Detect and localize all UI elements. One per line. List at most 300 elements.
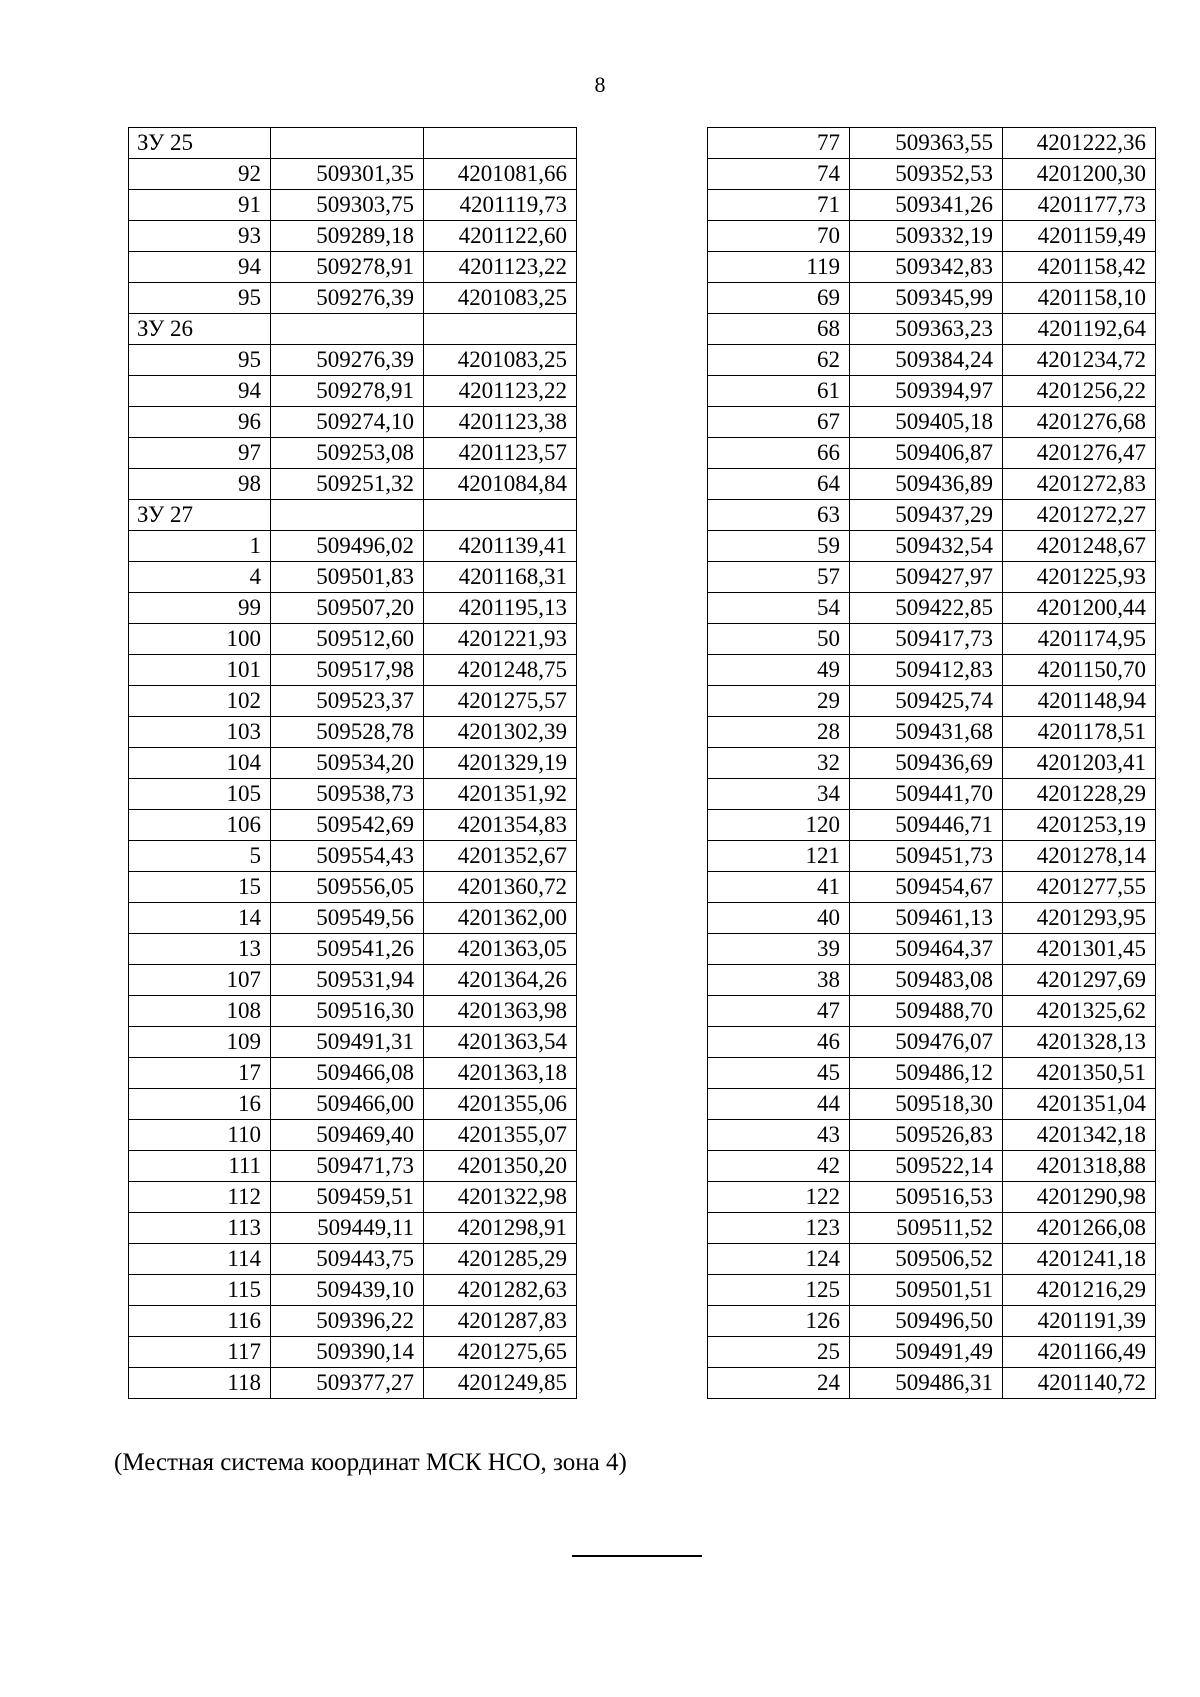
x-coordinate-cell: 509496,50 xyxy=(850,1306,1003,1337)
y-coordinate-cell: 4201364,26 xyxy=(424,965,577,996)
point-number-cell: 66 xyxy=(708,438,850,469)
y-coordinate-cell: 4201277,55 xyxy=(1003,872,1156,903)
parcel-label-cell: ЗУ 26 xyxy=(129,314,271,345)
y-coordinate-cell: 4201276,68 xyxy=(1003,407,1156,438)
point-number-cell: 63 xyxy=(708,500,850,531)
point-number-cell: 16 xyxy=(129,1089,271,1120)
x-coordinate-cell: 509454,67 xyxy=(850,872,1003,903)
table-row xyxy=(129,1151,577,1182)
y-coordinate-cell: 4201123,38 xyxy=(424,407,577,438)
table-row xyxy=(708,1058,1156,1089)
x-coordinate-cell: 509528,78 xyxy=(271,717,424,748)
y-coordinate-cell: 4201081,66 xyxy=(424,159,577,190)
coordinates-table-left xyxy=(128,127,577,1399)
x-coordinate-cell: 509396,22 xyxy=(271,1306,424,1337)
x-coordinate-cell: 509431,68 xyxy=(850,717,1003,748)
table-row xyxy=(129,593,577,624)
x-coordinate-cell xyxy=(271,500,424,531)
point-number-cell: 74 xyxy=(708,159,850,190)
table-row xyxy=(708,593,1156,624)
table-row xyxy=(129,872,577,903)
y-coordinate-cell: 4201302,39 xyxy=(424,717,577,748)
table-row xyxy=(129,1182,577,1213)
table-row xyxy=(129,624,577,655)
table-row xyxy=(129,1244,577,1275)
point-number-cell: 110 xyxy=(129,1120,271,1151)
point-number-cell: 101 xyxy=(129,655,271,686)
table-row xyxy=(708,1337,1156,1368)
x-coordinate-cell xyxy=(271,314,424,345)
x-coordinate-cell: 509491,31 xyxy=(271,1027,424,1058)
x-coordinate-cell: 509531,94 xyxy=(271,965,424,996)
table-row xyxy=(708,345,1156,376)
y-coordinate-cell: 4201123,22 xyxy=(424,376,577,407)
y-coordinate-cell: 4201276,47 xyxy=(1003,438,1156,469)
x-coordinate-cell: 509469,40 xyxy=(271,1120,424,1151)
x-coordinate-cell: 509476,07 xyxy=(850,1027,1003,1058)
x-coordinate-cell: 509301,35 xyxy=(271,159,424,190)
y-coordinate-cell: 4201363,05 xyxy=(424,934,577,965)
point-number-cell: 120 xyxy=(708,810,850,841)
x-coordinate-cell: 509556,05 xyxy=(271,872,424,903)
table-row xyxy=(708,1275,1156,1306)
y-coordinate-cell: 4201150,70 xyxy=(1003,655,1156,686)
y-coordinate-cell: 4201363,54 xyxy=(424,1027,577,1058)
point-number-cell: 112 xyxy=(129,1182,271,1213)
table-row xyxy=(708,190,1156,221)
y-coordinate-cell: 4201275,65 xyxy=(424,1337,577,1368)
table-row xyxy=(129,779,577,810)
table-row xyxy=(129,283,577,314)
point-number-cell: 68 xyxy=(708,314,850,345)
table-row xyxy=(708,1213,1156,1244)
x-coordinate-cell: 509518,30 xyxy=(850,1089,1003,1120)
x-coordinate-cell: 509516,53 xyxy=(850,1182,1003,1213)
point-number-cell: 71 xyxy=(708,190,850,221)
y-coordinate-cell: 4201083,25 xyxy=(424,283,577,314)
point-number-cell: 118 xyxy=(129,1368,271,1399)
table-row xyxy=(708,1120,1156,1151)
table-row xyxy=(129,1089,577,1120)
y-coordinate-cell: 4201325,62 xyxy=(1003,996,1156,1027)
y-coordinate-cell: 4201363,98 xyxy=(424,996,577,1027)
table-row xyxy=(129,407,577,438)
table-row xyxy=(708,779,1156,810)
table-row xyxy=(708,996,1156,1027)
table-row xyxy=(708,252,1156,283)
table-row xyxy=(708,965,1156,996)
x-coordinate-cell: 509363,55 xyxy=(850,128,1003,159)
point-number-cell: 105 xyxy=(129,779,271,810)
point-number-cell: 94 xyxy=(129,252,271,283)
x-coordinate-cell: 509432,54 xyxy=(850,531,1003,562)
table-row xyxy=(708,469,1156,500)
x-coordinate-cell: 509466,08 xyxy=(271,1058,424,1089)
x-coordinate-cell: 509483,08 xyxy=(850,965,1003,996)
point-number-cell: 114 xyxy=(129,1244,271,1275)
x-coordinate-cell: 509437,29 xyxy=(850,500,1003,531)
point-number-cell: 100 xyxy=(129,624,271,655)
y-coordinate-cell: 4201351,04 xyxy=(1003,1089,1156,1120)
x-coordinate-cell: 509443,75 xyxy=(271,1244,424,1275)
x-coordinate-cell: 509417,73 xyxy=(850,624,1003,655)
y-coordinate-cell: 4201297,69 xyxy=(1003,965,1156,996)
x-coordinate-cell: 509253,08 xyxy=(271,438,424,469)
y-coordinate-cell: 4201354,83 xyxy=(424,810,577,841)
point-number-cell: 99 xyxy=(129,593,271,624)
x-coordinate-cell: 509471,73 xyxy=(271,1151,424,1182)
point-number-cell: 41 xyxy=(708,872,850,903)
x-coordinate-cell: 509436,69 xyxy=(850,748,1003,779)
x-coordinate-cell: 509251,32 xyxy=(271,469,424,500)
x-coordinate-cell: 509522,14 xyxy=(850,1151,1003,1182)
x-coordinate-cell: 509274,10 xyxy=(271,407,424,438)
x-coordinate-cell: 509390,14 xyxy=(271,1337,424,1368)
point-number-cell: 54 xyxy=(708,593,850,624)
x-coordinate-cell: 509486,12 xyxy=(850,1058,1003,1089)
table-row xyxy=(129,841,577,872)
y-coordinate-cell: 4201241,18 xyxy=(1003,1244,1156,1275)
table-row xyxy=(708,407,1156,438)
table-row xyxy=(129,748,577,779)
table-row xyxy=(129,128,577,159)
point-number-cell: 96 xyxy=(129,407,271,438)
table-row xyxy=(129,1058,577,1089)
y-coordinate-cell: 4201293,95 xyxy=(1003,903,1156,934)
table-row xyxy=(129,469,577,500)
point-number-cell: 95 xyxy=(129,283,271,314)
x-coordinate-cell: 509451,73 xyxy=(850,841,1003,872)
x-coordinate-cell: 509422,85 xyxy=(850,593,1003,624)
point-number-cell: 29 xyxy=(708,686,850,717)
x-coordinate-cell: 509461,13 xyxy=(850,903,1003,934)
x-coordinate-cell: 509436,89 xyxy=(850,469,1003,500)
y-coordinate-cell: 4201285,29 xyxy=(424,1244,577,1275)
x-coordinate-cell: 509501,83 xyxy=(271,562,424,593)
table-row xyxy=(129,438,577,469)
point-number-cell: 28 xyxy=(708,717,850,748)
table-row xyxy=(129,252,577,283)
x-coordinate-cell: 509439,10 xyxy=(271,1275,424,1306)
point-number-cell: 40 xyxy=(708,903,850,934)
point-number-cell: 62 xyxy=(708,345,850,376)
parcel-label-cell: ЗУ 27 xyxy=(129,500,271,531)
point-number-cell: 111 xyxy=(129,1151,271,1182)
point-number-cell: 94 xyxy=(129,376,271,407)
x-coordinate-cell: 509276,39 xyxy=(271,283,424,314)
table-row xyxy=(129,655,577,686)
y-coordinate-cell: 4201203,41 xyxy=(1003,748,1156,779)
y-coordinate-cell: 4201139,41 xyxy=(424,531,577,562)
table-row xyxy=(708,841,1156,872)
table-row xyxy=(129,376,577,407)
table-row xyxy=(129,717,577,748)
table-row xyxy=(708,283,1156,314)
y-coordinate-cell: 4201249,85 xyxy=(424,1368,577,1399)
y-coordinate-cell: 4201318,88 xyxy=(1003,1151,1156,1182)
point-number-cell: 34 xyxy=(708,779,850,810)
point-number-cell: 91 xyxy=(129,190,271,221)
point-number-cell: 14 xyxy=(129,903,271,934)
x-coordinate-cell: 509511,52 xyxy=(850,1213,1003,1244)
table-row xyxy=(129,1337,577,1368)
x-coordinate-cell: 509507,20 xyxy=(271,593,424,624)
y-coordinate-cell: 4201228,29 xyxy=(1003,779,1156,810)
x-coordinate-cell: 509289,18 xyxy=(271,221,424,252)
point-number-cell: 103 xyxy=(129,717,271,748)
y-coordinate-cell: 4201158,42 xyxy=(1003,252,1156,283)
point-number-cell: 107 xyxy=(129,965,271,996)
y-coordinate-cell: 4201119,73 xyxy=(424,190,577,221)
x-coordinate-cell: 509342,83 xyxy=(850,252,1003,283)
point-number-cell: 77 xyxy=(708,128,850,159)
y-coordinate-cell: 4201355,07 xyxy=(424,1120,577,1151)
x-coordinate-cell: 509542,69 xyxy=(271,810,424,841)
y-coordinate-cell: 4201084,84 xyxy=(424,469,577,500)
point-number-cell: 95 xyxy=(129,345,271,376)
point-number-cell: 5 xyxy=(129,841,271,872)
y-coordinate-cell: 4201166,49 xyxy=(1003,1337,1156,1368)
y-coordinate-cell: 4201253,19 xyxy=(1003,810,1156,841)
x-coordinate-cell: 509303,75 xyxy=(271,190,424,221)
y-coordinate-cell: 4201122,60 xyxy=(424,221,577,252)
y-coordinate-cell: 4201278,14 xyxy=(1003,841,1156,872)
table-row xyxy=(129,903,577,934)
y-coordinate-cell: 4201222,36 xyxy=(1003,128,1156,159)
point-number-cell: 13 xyxy=(129,934,271,965)
table-row xyxy=(129,159,577,190)
point-number-cell: 59 xyxy=(708,531,850,562)
y-coordinate-cell xyxy=(424,314,577,345)
x-coordinate-cell: 509363,23 xyxy=(850,314,1003,345)
x-coordinate-cell: 509486,31 xyxy=(850,1368,1003,1399)
y-coordinate-cell: 4201272,83 xyxy=(1003,469,1156,500)
x-coordinate-cell: 509517,98 xyxy=(271,655,424,686)
table-row xyxy=(129,810,577,841)
table-row xyxy=(129,531,577,562)
y-coordinate-cell: 4201200,30 xyxy=(1003,159,1156,190)
x-coordinate-cell: 509446,71 xyxy=(850,810,1003,841)
table-row xyxy=(129,1120,577,1151)
point-number-cell: 25 xyxy=(708,1337,850,1368)
x-coordinate-cell: 509341,26 xyxy=(850,190,1003,221)
table-row xyxy=(708,1027,1156,1058)
table-row xyxy=(708,531,1156,562)
x-coordinate-cell: 509516,30 xyxy=(271,996,424,1027)
point-number-cell: 102 xyxy=(129,686,271,717)
x-coordinate-cell: 509523,37 xyxy=(271,686,424,717)
y-coordinate-cell: 4201174,95 xyxy=(1003,624,1156,655)
y-coordinate-cell: 4201192,64 xyxy=(1003,314,1156,345)
coordinates-table-right xyxy=(707,127,1156,1399)
point-number-cell: 116 xyxy=(129,1306,271,1337)
x-coordinate-cell: 509491,49 xyxy=(850,1337,1003,1368)
x-coordinate-cell: 509427,97 xyxy=(850,562,1003,593)
point-number-cell: 42 xyxy=(708,1151,850,1182)
point-number-cell: 93 xyxy=(129,221,271,252)
point-number-cell: 43 xyxy=(708,1120,850,1151)
x-coordinate-cell: 509449,11 xyxy=(271,1213,424,1244)
point-number-cell: 97 xyxy=(129,438,271,469)
table-row xyxy=(708,128,1156,159)
table-row xyxy=(129,1027,577,1058)
table-row xyxy=(129,965,577,996)
table-row xyxy=(708,376,1156,407)
y-coordinate-cell: 4201350,51 xyxy=(1003,1058,1156,1089)
y-coordinate-cell xyxy=(424,128,577,159)
table-row xyxy=(129,314,577,345)
table-row xyxy=(708,438,1156,469)
point-number-cell: 104 xyxy=(129,748,271,779)
x-coordinate-cell: 509332,19 xyxy=(850,221,1003,252)
table-row xyxy=(129,221,577,252)
x-coordinate-cell xyxy=(271,128,424,159)
point-number-cell: 106 xyxy=(129,810,271,841)
y-coordinate-cell xyxy=(424,500,577,531)
point-number-cell: 125 xyxy=(708,1275,850,1306)
x-coordinate-cell: 509352,53 xyxy=(850,159,1003,190)
x-coordinate-cell: 509377,27 xyxy=(271,1368,424,1399)
y-coordinate-cell: 4201158,10 xyxy=(1003,283,1156,314)
point-number-cell: 45 xyxy=(708,1058,850,1089)
table-row xyxy=(708,934,1156,965)
table-row xyxy=(708,1306,1156,1337)
table-row xyxy=(708,500,1156,531)
table-row xyxy=(708,1151,1156,1182)
coordinates-table-left-body xyxy=(129,128,577,1399)
y-coordinate-cell: 4201200,44 xyxy=(1003,593,1156,624)
y-coordinate-cell: 4201360,72 xyxy=(424,872,577,903)
point-number-cell: 50 xyxy=(708,624,850,655)
point-number-cell: 64 xyxy=(708,469,850,500)
y-coordinate-cell: 4201266,08 xyxy=(1003,1213,1156,1244)
y-coordinate-cell: 4201159,49 xyxy=(1003,221,1156,252)
y-coordinate-cell: 4201301,45 xyxy=(1003,934,1156,965)
x-coordinate-cell: 509425,74 xyxy=(850,686,1003,717)
y-coordinate-cell: 4201350,20 xyxy=(424,1151,577,1182)
table-row xyxy=(708,686,1156,717)
y-coordinate-cell: 4201351,92 xyxy=(424,779,577,810)
y-coordinate-cell: 4201275,57 xyxy=(424,686,577,717)
table-row xyxy=(708,562,1156,593)
point-number-cell: 92 xyxy=(129,159,271,190)
table-row xyxy=(129,934,577,965)
y-coordinate-cell: 4201195,13 xyxy=(424,593,577,624)
y-coordinate-cell: 4201177,73 xyxy=(1003,190,1156,221)
y-coordinate-cell: 4201168,31 xyxy=(424,562,577,593)
point-number-cell: 67 xyxy=(708,407,850,438)
x-coordinate-cell: 509384,24 xyxy=(850,345,1003,376)
table-row xyxy=(129,1275,577,1306)
y-coordinate-cell: 4201290,98 xyxy=(1003,1182,1156,1213)
y-coordinate-cell: 4201298,91 xyxy=(424,1213,577,1244)
y-coordinate-cell: 4201322,98 xyxy=(424,1182,577,1213)
point-number-cell: 109 xyxy=(129,1027,271,1058)
y-coordinate-cell: 4201342,18 xyxy=(1003,1120,1156,1151)
table-row xyxy=(708,810,1156,841)
x-coordinate-cell: 509496,02 xyxy=(271,531,424,562)
coordinate-system-note: (Местная система координат МСК НСО, зона 4) xyxy=(114,1449,627,1476)
table-row xyxy=(708,717,1156,748)
point-number-cell: 113 xyxy=(129,1213,271,1244)
point-number-cell: 98 xyxy=(129,469,271,500)
x-coordinate-cell: 509464,37 xyxy=(850,934,1003,965)
table-row xyxy=(129,1213,577,1244)
x-coordinate-cell: 509534,20 xyxy=(271,748,424,779)
y-coordinate-cell: 4201328,13 xyxy=(1003,1027,1156,1058)
point-number-cell: 32 xyxy=(708,748,850,779)
point-number-cell: 122 xyxy=(708,1182,850,1213)
y-coordinate-cell: 4201123,57 xyxy=(424,438,577,469)
x-coordinate-cell: 509406,87 xyxy=(850,438,1003,469)
table-row xyxy=(129,562,577,593)
x-coordinate-cell: 509549,56 xyxy=(271,903,424,934)
y-coordinate-cell: 4201362,00 xyxy=(424,903,577,934)
x-coordinate-cell: 509554,43 xyxy=(271,841,424,872)
table-row xyxy=(129,1306,577,1337)
point-number-cell: 61 xyxy=(708,376,850,407)
point-number-cell: 38 xyxy=(708,965,850,996)
point-number-cell: 1 xyxy=(129,531,271,562)
table-row xyxy=(708,1089,1156,1120)
table-row xyxy=(129,686,577,717)
point-number-cell: 117 xyxy=(129,1337,271,1368)
x-coordinate-cell: 509345,99 xyxy=(850,283,1003,314)
x-coordinate-cell: 509512,60 xyxy=(271,624,424,655)
point-number-cell: 17 xyxy=(129,1058,271,1089)
x-coordinate-cell: 509526,83 xyxy=(850,1120,1003,1151)
x-coordinate-cell: 509441,70 xyxy=(850,779,1003,810)
coordinates-table-right-body xyxy=(708,128,1156,1399)
x-coordinate-cell: 509506,52 xyxy=(850,1244,1003,1275)
y-coordinate-cell: 4201248,67 xyxy=(1003,531,1156,562)
parcel-label-cell: ЗУ 25 xyxy=(129,128,271,159)
page-number: 8 xyxy=(594,72,606,97)
table-row xyxy=(708,221,1156,252)
y-coordinate-cell: 4201234,72 xyxy=(1003,345,1156,376)
table-row xyxy=(708,655,1156,686)
point-number-cell: 108 xyxy=(129,996,271,1027)
y-coordinate-cell: 4201363,18 xyxy=(424,1058,577,1089)
table-row xyxy=(708,624,1156,655)
point-number-cell: 57 xyxy=(708,562,850,593)
x-coordinate-cell: 509459,51 xyxy=(271,1182,424,1213)
y-coordinate-cell: 4201248,75 xyxy=(424,655,577,686)
y-coordinate-cell: 4201083,25 xyxy=(424,345,577,376)
point-number-cell: 39 xyxy=(708,934,850,965)
point-number-cell: 46 xyxy=(708,1027,850,1058)
end-separator-line xyxy=(572,1555,702,1557)
table-row xyxy=(708,1244,1156,1275)
table-row xyxy=(708,748,1156,779)
point-number-cell: 126 xyxy=(708,1306,850,1337)
x-coordinate-cell: 509501,51 xyxy=(850,1275,1003,1306)
point-number-cell: 69 xyxy=(708,283,850,314)
x-coordinate-cell: 509488,70 xyxy=(850,996,1003,1027)
y-coordinate-cell: 4201287,83 xyxy=(424,1306,577,1337)
x-coordinate-cell: 509538,73 xyxy=(271,779,424,810)
x-coordinate-cell: 509541,26 xyxy=(271,934,424,965)
y-coordinate-cell: 4201178,51 xyxy=(1003,717,1156,748)
point-number-cell: 119 xyxy=(708,252,850,283)
y-coordinate-cell: 4201191,39 xyxy=(1003,1306,1156,1337)
table-row xyxy=(129,345,577,376)
x-coordinate-cell: 509278,91 xyxy=(271,376,424,407)
point-number-cell: 121 xyxy=(708,841,850,872)
x-coordinate-cell: 509394,97 xyxy=(850,376,1003,407)
point-number-cell: 15 xyxy=(129,872,271,903)
table-row xyxy=(708,903,1156,934)
